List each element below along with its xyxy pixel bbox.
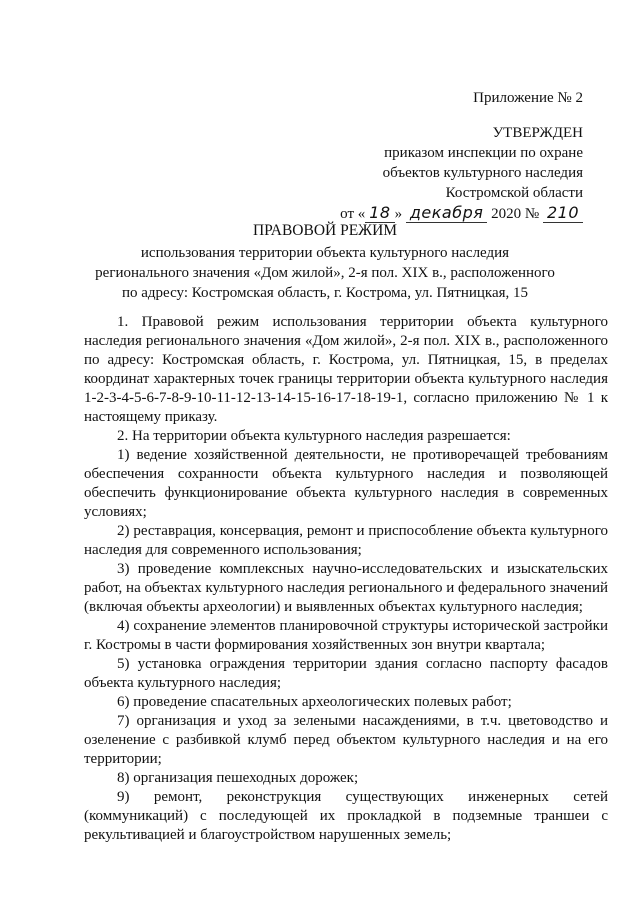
date-separator: » bbox=[394, 206, 403, 222]
document-body bbox=[84, 313, 608, 845]
date-prefix: от « bbox=[340, 206, 366, 222]
date-day: 18 bbox=[365, 203, 394, 223]
list-item-7: 7) организация и уход за зелеными насаждениями, в т.ч. цветоводство и озеленение с разбивкой клумб перед объектом культурного наследия и на его территории; bbox=[84, 713, 608, 767]
order-line-3: Костромской области bbox=[445, 185, 583, 201]
order-number: 210 bbox=[543, 203, 583, 223]
date-year: 2020 № bbox=[491, 206, 540, 222]
appendix-label: Приложение № 2 bbox=[473, 90, 583, 106]
order-line-2: объектов культурного наследия bbox=[382, 165, 583, 181]
list-item-9: 9) ремонт, реконструкция существующих инженерных сетей (коммуникаций) с последующей их прокладкой в подземные траншеи с рекультивацией и благоустройством нарушенных земель; bbox=[84, 789, 608, 843]
list-item-1: 1) ведение хозяйственной деятельности, не противоречащей требованиям обеспечения сохранности объекта культурного наследия и позволяющей обеспечить функционирование объекта культурного наследия в современных условиях; bbox=[84, 447, 608, 520]
list-item-4: 4) сохранение элементов планировочной структуры исторической застройки г. Костромы в части формирования хозяйственных зон внутри квартала; bbox=[84, 618, 608, 653]
approved-heading: УТВЕРЖДЕН bbox=[492, 125, 583, 141]
title-line-2: регионального значения «Дом жилой», 2-я пол. XIX в., расположенного bbox=[95, 265, 555, 281]
list-item-2: 2) реставрация, консервация, ремонт и приспособление объекта культурного наследия для современного использования; bbox=[84, 523, 608, 558]
date-month: декабря bbox=[406, 203, 488, 223]
title-line-1: использования территории объекта культурного наследия bbox=[140, 245, 510, 261]
list-item-8: 8) организация пешеходных дорожек; bbox=[117, 770, 359, 786]
title-line-3: по адресу: Костромская область, г. Кострома, ул. Пятницкая, 15 bbox=[121, 285, 529, 301]
list-item-5: 5) установка ограждения территории здания согласно паспорту фасадов объекта культурного наследия; bbox=[84, 656, 608, 691]
title-main: ПРАВОВОЙ РЕЖИМ bbox=[252, 222, 398, 239]
order-line-1: приказом инспекции по охране bbox=[384, 145, 583, 161]
paragraph-1: 1. Правовой режим использования территории объекта культурного наследия регионального значения «Дом жилой», 2-я пол. XIX в., расположенного по адресу: Костромская область, г. Кострома, ул. Пятницкая, 15, в пределах координат характерных точек границы территории объекта культурного наследия 1-2-3-4-5-6-7-8-9-10-11-12-13-14-15-16-17-18-19-1, согласно приложению № 1 к настоящему приказу. bbox=[84, 314, 608, 425]
paragraph-2: 2. На территории объекта культурного наследия разрешается: bbox=[117, 428, 511, 444]
list-item-6: 6) проведение спасательных археологических полевых работ; bbox=[117, 694, 512, 710]
document-title bbox=[60, 221, 590, 303]
approval-block bbox=[340, 88, 583, 224]
list-item-3: 3) проведение комплексных научно-исследовательских и изыскательских работ, на объектах культурного наследия регионального и федерального значений (включая объекты археологии) и выявленных объектах культурного наследия; bbox=[84, 561, 608, 615]
